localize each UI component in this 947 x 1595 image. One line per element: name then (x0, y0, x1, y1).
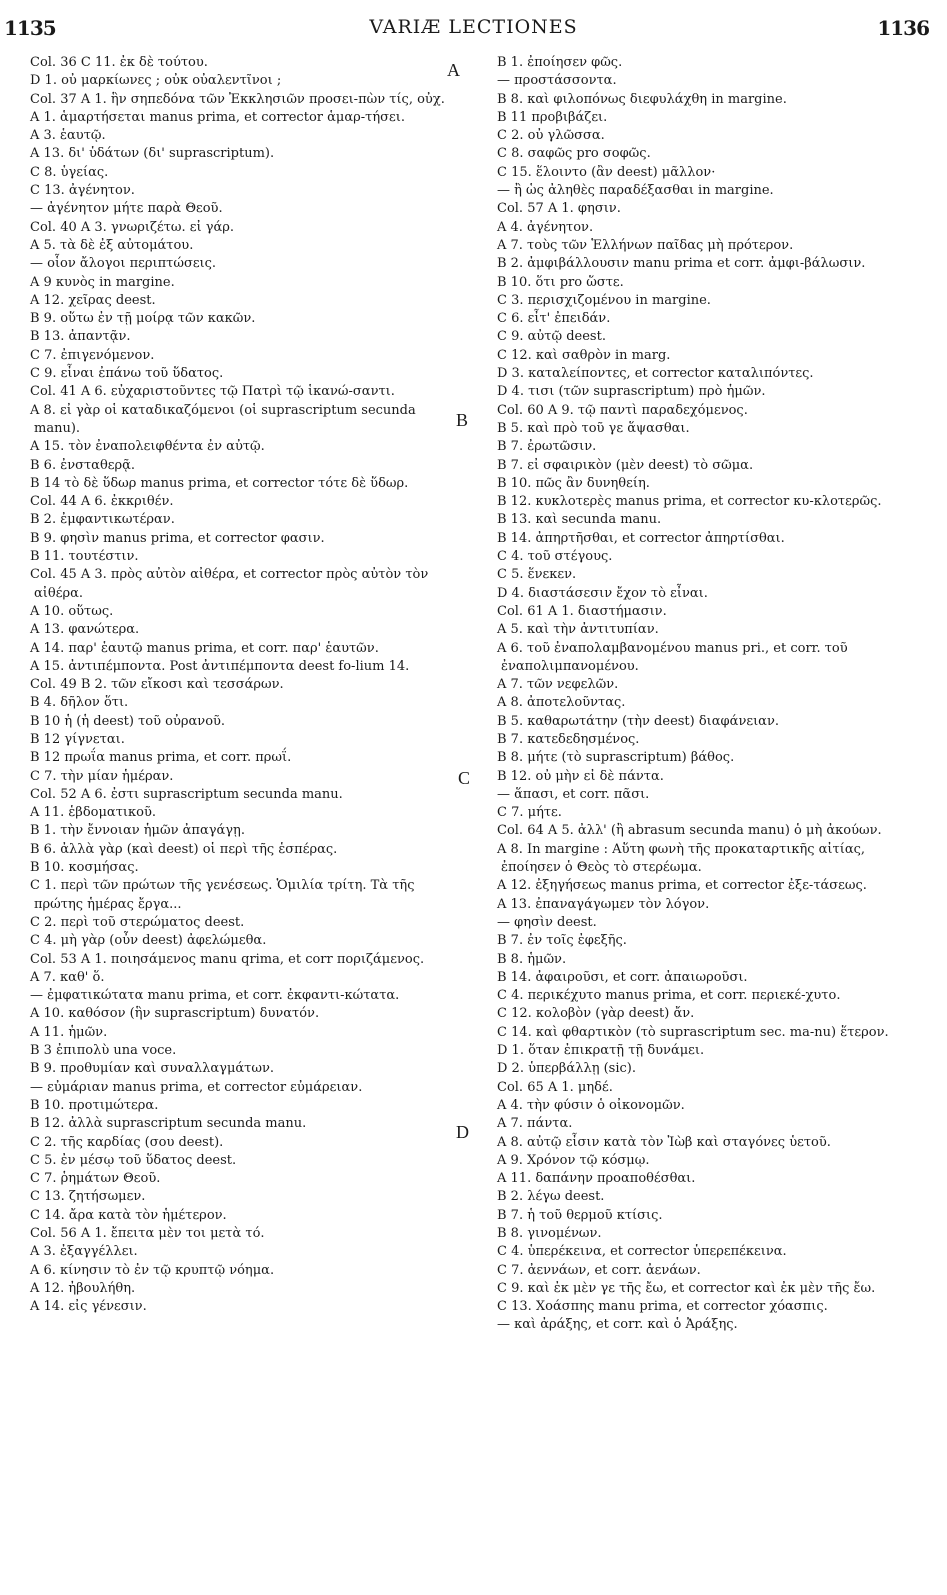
margin-mark-b: B (456, 410, 469, 430)
running-title: VARIÆ LECTIONES (369, 16, 578, 38)
variant-reading-entry: C 7. ἀεννάων, et corr. ἀενάων. (497, 1262, 701, 1278)
variant-reading-entry: — φησὶν deest. (497, 914, 597, 930)
variant-reading-entry: A 4. ἀγένητον. (497, 219, 594, 235)
variant-reading-entry: C 3. περισχιζομένου in margine. (497, 292, 711, 308)
variant-reading-entry: A 10. οὕτως. (30, 603, 114, 619)
variant-reading-entry: A 7. τοὺς τῶν Ἑλλήνων παῖδας μὴ πρότερον. (497, 237, 794, 253)
variant-reading-entry: D 4. τισι (τῶν suprascriptum) πρὸ ἡμῶν. (497, 384, 766, 400)
variant-reading-entry: A 3. ἐξαγγέλλει. (30, 1244, 138, 1260)
variant-reading-entry: Col. 61 A 1. διαστήμασιν. (497, 603, 667, 619)
variant-reading-entry: C 2. οὐ γλῶσσα. (497, 128, 605, 144)
variant-reading-entry: B 10. κοσμήσας. (30, 860, 139, 876)
variant-reading-entry: A 9 κυνὸς in margine. (30, 274, 175, 290)
variant-reading-entry: B 14 τὸ δὲ ὕδωρ manus prima, et corrector τότε δὲ ὕδωρ. (30, 475, 409, 491)
variant-reading-entry: B 7. ἐρωτῶσιν. (497, 439, 597, 455)
variant-reading-entry: A 6. κίνησιν τὸ ἐν τῷ κρυπτῷ νόημα. (30, 1262, 275, 1278)
variant-reading-entry: B 14. ἀφαιροῦσι, et corr. ἀπαιωροῦσι. (497, 969, 748, 985)
variant-reading-entry: D 4. διαστάσεσιν ἔχον τὸ εἶναι. (497, 585, 708, 601)
variant-reading-entry: A 7. τῶν νεφελῶν. (497, 677, 619, 693)
variant-reading-entry: B 8. γινομένων. (497, 1226, 602, 1241)
variant-reading-entry: B 5. καθαρωτάτην (τὴν deest) διαφάνειαν. (497, 713, 779, 729)
variant-reading-entry: C 7. μήτε. (497, 805, 562, 821)
variant-reading-entry: B 3 ἐπιπολὺ una voce. (30, 1043, 177, 1059)
variant-reading-entry: B 7. εἰ σφαιρικὸν (μὲν deest) τὸ σῶμα. (497, 457, 754, 473)
variant-reading-entry: B 6. ἐνσταθερᾷ. (30, 457, 136, 473)
variant-reading-entry: Col. 37 A 1. ἣν σηπεδόνα τῶν Ἐκκλησιῶν προσει-πὼν τίς, οὐχ. (30, 91, 445, 107)
variant-reading-entry: B 9. προθυμίαν καὶ συναλλαγμάτων. (30, 1061, 274, 1077)
variant-reading-entry: B 12. ἀλλὰ suprascriptum secunda manu. (30, 1116, 307, 1132)
variant-reading-entry: C 4. ὑπερέκεινα, et corrector ὑπερεπέκεινα. (497, 1244, 787, 1260)
variant-reading-entry: C 4. τοῦ στέγους. (497, 549, 613, 565)
variant-reading-entry: B 9. φησὶν manus prima, et corrector φασιν. (30, 530, 325, 546)
variant-reading-entry: A 13. δι' ὑδάτων (δι' suprascriptum). (30, 146, 275, 162)
variant-reading-entry: A 3. ἑαυτῷ. (30, 128, 106, 144)
variant-reading-entry: Col. 60 A 9. τῷ παντὶ παραδεχόμενος. (497, 402, 748, 418)
variant-reading-entry: B 1. ἐποίησεν φῶς. (497, 55, 623, 70)
variant-reading-entry: B 4. δῆλον ὅτι. (30, 695, 129, 711)
variant-reading-entry: A 13. ἐπαναγάγωμεν τὸν λόγον. (497, 896, 710, 912)
variant-reading-entry: Col. 56 A 1. ἔπειτα μὲν τοι μετὰ τό. (30, 1226, 265, 1241)
variant-reading-entry: A 11. ἑβδοματικοῦ. (30, 805, 156, 821)
variant-reading-entry: C 14. ἄρα κατὰ τὸν ἡμέτερον. (30, 1207, 227, 1223)
variant-reading-entry: A 7. πάντα. (497, 1116, 573, 1132)
variant-reading-entry: D 2. ὑπερβάλλῃ (sic). (497, 1061, 636, 1077)
variant-reading-entry: C 13. Χοάσπης manu prima, et corrector χόασπις. (497, 1299, 828, 1315)
variant-reading-entry: A 6. τοῦ ἐναπολαμβανομένου manus pri., et corr. τοῦ ἐναπολιμπανομένου. (497, 640, 848, 674)
variant-reading-entry: — ἐμφατικώτατα manu prima, et corr. ἐκφαντι-κώτατα. (30, 988, 400, 1004)
variant-reading-entry: C 12. κολοβὸν (γὰρ deest) ἄν. (497, 1006, 695, 1022)
variant-reading-entry: Col. 65 A 1. μηδέ. (497, 1079, 613, 1095)
variant-reading-entry: C 8. σαφῶς pro σοφῶς. (497, 146, 651, 162)
variant-reading-entry: B 14. ἀπηρτῆσθαι, et corrector ἀπηρτίσθαι. (497, 530, 785, 546)
variant-reading-entry: C 12. καὶ σαθρὸν in marg. (497, 347, 671, 363)
variant-reading-entry: — ἅπασι, et corr. πᾶσι. (497, 786, 650, 802)
variant-reading-entry: A 9. Χρόνον τῷ κόσμῳ. (497, 1152, 650, 1168)
variant-reading-entry: A 14. εἰς γένεσιν. (30, 1299, 147, 1315)
variant-reading-entry: B 2. ἐμφαντικωτέραν. (30, 512, 175, 528)
running-header (0, 14, 947, 44)
variant-reading-entry: Col. 53 A 1. ποιησάμενος manu qrima, et corr ποριζάμενος. (30, 951, 425, 967)
variant-reading-entry: C 4. μὴ γὰρ (οὖν deest) ἀφελώμεθα. (30, 933, 267, 949)
variant-reading-entry: B 8. ἡμῶν. (497, 951, 567, 967)
variant-reading-entry: A 5. καὶ τὴν ἀντιτυπίαν. (497, 622, 659, 638)
variant-reading-entry: B 11 προβιβάζει. (497, 109, 608, 125)
variant-reading-entry: Col. 49 B 2. τῶν εἴκοσι καὶ τεσσάρων. (30, 677, 284, 693)
variant-reading-entry: B 7. ἐν τοῖς ἐφεξῆς. (497, 933, 627, 949)
variant-reading-entry: A 12. ἠβουλήθη. (30, 1280, 136, 1296)
variant-reading-entry: A 7. καθ' ὅ. (30, 969, 105, 985)
variant-reading-entry: C 4. περικέχυτο manus prima, et corr. περιεκέ-χυτο. (497, 988, 841, 1004)
variant-reading-entry: A 8. αὐτῷ εἶσιν κατὰ τὸν Ἰὼβ καὶ σταγόνες ὑετοῦ. (497, 1134, 831, 1150)
variant-reading-entry: A 8. εἰ γὰρ οἱ καταδικαζόμενοι (οἱ suprascriptum secunda manu). (30, 402, 416, 436)
variant-reading-entry: Col. 40 A 3. γνωριζέτω. εἰ γάρ. (30, 219, 235, 235)
variant-reading-entry: Col. 52 A 6. ἐστι suprascriptum secunda manu. (30, 786, 343, 802)
variant-reading-entry: D 3. καταλείποντες, et corrector καταλιπόντες. (497, 366, 814, 382)
variant-reading-entry: A 15. τὸν ἐναπολειφθέντα ἐν αὐτῷ. (30, 439, 265, 455)
variant-reading-entry: A 12. ἐξηγήσεως manus prima, et corrector ἐξε-τάσεως. (497, 878, 867, 894)
variant-reading-entry: Col. 41 A 6. εὐχαριστοῦντες τῷ Πατρὶ τῷ ἱκανώ-σαντι. (30, 384, 395, 400)
variant-reading-entry: A 15. ἀντιπέμποντα. Post ἀντιπέμποντα deest fo-lium 14. (30, 658, 410, 674)
left-page-number: 1135 (4, 16, 56, 40)
right-page-number: 1136 (877, 16, 929, 40)
variant-reading-entry: A 8. ἀποτελοῦντας. (497, 695, 626, 711)
variant-reading-entry: B 9. οὕτω ἐν τῇ μοίρᾳ τῶν κακῶν. (30, 311, 256, 327)
variant-reading-entry: — οἷον ἄλογοι περιπτώσεις. (30, 256, 217, 272)
variant-reading-entry: C 13. ἀγένητον. (30, 183, 135, 199)
variant-reading-entry: A 14. παρ' ἑαυτῷ manus prima, et corr. παρ' ἑαυτῶν. (30, 640, 379, 656)
variant-reading-entry: C 7. τὴν μίαν ἡμέραν. (30, 768, 174, 784)
margin-mark-c: C (458, 768, 471, 788)
variant-reading-entry: B 1. τὴν ἔννοιαν ἡμῶν ἀπαγάγῃ. (30, 823, 245, 839)
variant-reading-entry: — ἀγένητον μήτε παρὰ Θεοῦ. (30, 201, 223, 217)
variant-reading-entry: B 5. καὶ πρὸ τοῦ γε ἅψασθαι. (497, 420, 690, 436)
variant-reading-entry: C 7. ἐπιγενόμενον. (30, 347, 155, 363)
variant-reading-entry: Col. 36 C 11. ἐκ δὲ τούτου. (30, 55, 208, 70)
variant-reading-entry: C 13. ζητήσωμεν. (30, 1189, 146, 1205)
variant-reading-entry: C 15. ἕλοιντο (ἂν deest) μᾶλλον· (497, 164, 716, 180)
margin-mark-a: A (447, 60, 460, 80)
variant-reading-entry: A 11. δαπάνην προαποθέσθαι. (497, 1171, 696, 1187)
variant-reading-entry: C 9. αὐτῷ deest. (497, 329, 606, 345)
variant-reading-entry: A 11. ἡμῶν. (30, 1024, 108, 1040)
variant-reading-entry: C 7. ῥημάτων Θεοῦ. (30, 1171, 161, 1187)
variant-reading-entry: B 12. οὐ μὴν εἰ δὲ πάντα. (497, 768, 664, 784)
variant-reading-entry: B 2. ἀμφιβάλλουσιν manu prima et corr. ἀμφι-βάλωσιν. (497, 256, 866, 272)
variant-reading-entry: B 6. ἀλλὰ γὰρ (καὶ deest) οἱ περὶ τῆς ἑσπέρας. (30, 841, 338, 857)
variant-reading-entry: C 6. εἶτ' ἐπειδάν. (497, 311, 611, 327)
variant-reading-entry: A 8. In margine : Αὕτη φωνὴ τῆς προκαταρτικῆς αἰτίας, ἐποίησεν ὁ Θεὸς τὸ στερέωμα. (497, 841, 866, 876)
variant-reading-entry: B 2. λέγω deest. (497, 1189, 605, 1205)
variant-reading-entry: A 12. χεῖρας deest. (30, 292, 156, 308)
variant-reading-entry: C 2. περὶ τοῦ στερώματος deest. (30, 914, 245, 930)
variant-reading-entry: — καὶ ἀράξης, et corr. καὶ ὁ Ἀράξης. (497, 1317, 738, 1333)
variant-reading-entry: Col. 45 A 3. πρὸς αὐτὸν αἰθέρα, et corrector πρὸς αὐτὸν τὸν αἰθέρα. (30, 567, 429, 601)
variant-reading-entry: B 10. ὅτι pro ὥστε. (497, 274, 624, 290)
variant-reading-entry: D 1. οὐ μαρκίωνες ; οὐκ οὐαλεντῖνοι ; (30, 73, 282, 89)
margin-mark-d: D (456, 1122, 469, 1142)
variant-reading-entry: Col. 57 A 1. φησιν. (497, 201, 621, 217)
variant-reading-entry: A 1. ἁμαρτήσεται manus prima, et corrector ἁμαρ-τήσει. (30, 109, 405, 125)
variant-reading-entry: B 13. ἀπαντᾷν. (30, 329, 131, 345)
variant-reading-entry: C 2. τῆς καρδίας (σου deest). (30, 1134, 224, 1150)
variant-reading-entry: Col. 64 A 5. ἀλλ' (ἢ abrasum secunda manu) ὁ μὴ ἀκούων. (497, 823, 882, 839)
variant-reading-entry: C 1. περὶ τῶν πρώτων τῆς γενέσεως. Ὁμιλία τρίτη. Τὰ τῆς πρώτης ἡμέρας ἔργα... (30, 878, 415, 912)
variant-reading-entry: B 10 ἡ (ἡ deest) τοῦ οὐρανοῦ. (30, 713, 226, 729)
variant-reading-entry: — ἢ ὡς ἀληθὲς παραδέξασθαι in margine. (497, 183, 774, 199)
variant-reading-entry: C 8. ὑγείας. (30, 164, 109, 180)
variant-reading-entry: C 5. ἐν μέσῳ τοῦ ὕδατος deest. (30, 1152, 237, 1168)
variant-reading-entry: B 12. κυκλοτερὲς manus prima, et corrector κυ-κλοτερῶς. (497, 494, 882, 510)
variant-reading-entry: B 8. μήτε (τὸ suprascriptum) βάθος. (497, 750, 735, 766)
left-column (20, 54, 452, 1316)
variant-reading-entry: B 10. προτιμώτερα. (30, 1097, 159, 1113)
variant-reading-entry: B 8. καὶ φιλοπόνως διεφυλάχθη in margine. (497, 91, 787, 107)
variant-reading-entry: — εὐμάριαν manus prima, et corrector εὐμάρειαν. (30, 1079, 363, 1095)
variant-reading-entry: B 13. καὶ secunda manu. (497, 512, 662, 528)
variant-reading-entry: — προστάσσοντα. (497, 73, 617, 89)
variant-reading-entry: B 11. τουτέστιν. (30, 549, 139, 565)
variant-reading-entry: C 5. ἕνεκεν. (497, 567, 577, 583)
variant-reading-entry: A 4. τὴν φύσιν ὁ οἰκονομῶν. (497, 1097, 685, 1113)
variant-reading-entry: B 7. ἡ τοῦ θερμοῦ κτίσις. (497, 1207, 663, 1223)
variant-reading-entry: B 7. κατεδεδησμένος. (497, 731, 640, 747)
variant-reading-entry: A 10. καθόσον (ἣν suprascriptum) δυνατόν. (30, 1006, 320, 1022)
variant-reading-entry: C 9. καὶ ἐκ μὲν γε τῆς ἔω, et corrector καὶ ἐκ μὲν τῆς ἔω. (497, 1280, 876, 1296)
variant-reading-entry: C 9. εἶναι ἐπάνω τοῦ ὕδατος. (30, 366, 224, 382)
variant-reading-entry: B 12 γίγνεται. (30, 731, 125, 747)
variant-reading-entry: D 1. ὅταν ἐπικρατῇ τῇ δυνάμει. (497, 1043, 705, 1059)
variant-reading-entry: Col. 44 A 6. ἐκκριθέν. (30, 494, 174, 510)
variant-reading-entry: A 5. τὰ δὲ ἐξ αὐτομάτου. (30, 237, 194, 253)
variant-reading-entry: A 13. φανώτερα. (30, 622, 140, 638)
variant-reading-entry: B 10. πῶς ἂν δυνηθείη. (497, 475, 650, 491)
variant-reading-entry: C 14. καὶ φθαρτικὸν (τὸ suprascriptum sec. ma-nu) ἕτερον. (497, 1024, 889, 1040)
variant-reading-entry: B 12 πρωΐα manus prima, et corr. πρωΐ. (30, 750, 292, 766)
right-column (487, 54, 927, 1335)
